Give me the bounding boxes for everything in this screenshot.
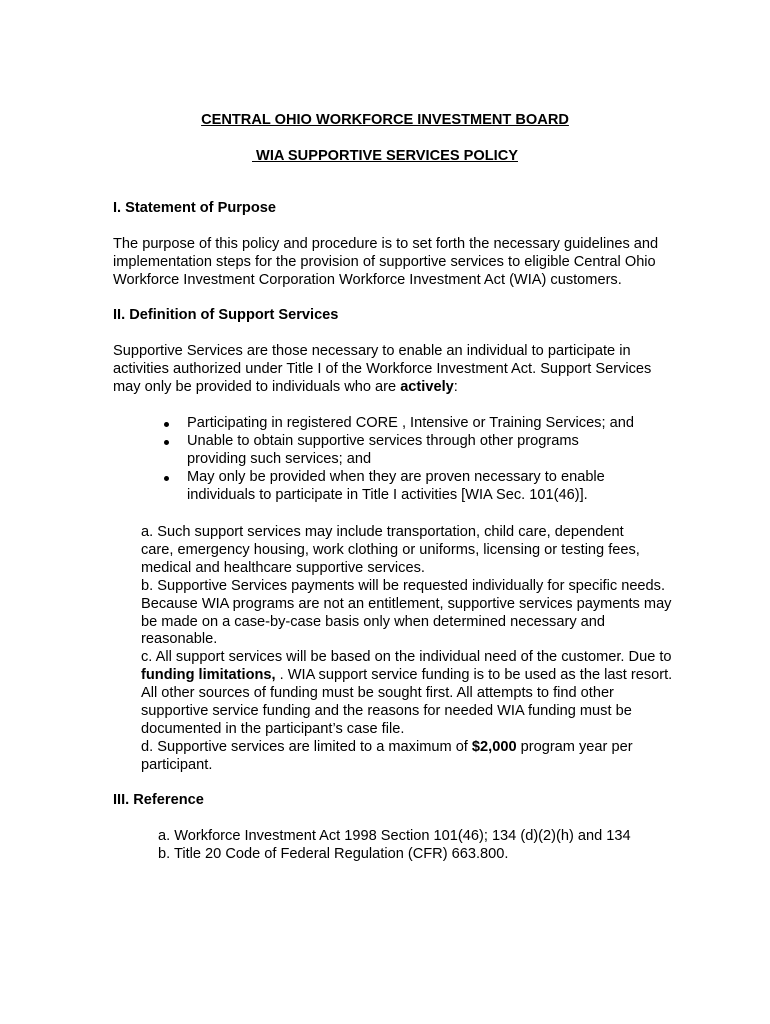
- text-line: The purpose of this policy and procedure is to set forth the necessary guidelines and: [113, 236, 659, 252]
- definition-paragraph: [113, 343, 713, 397]
- section-heading-purpose: I. Statement of Purpose: [113, 200, 276, 216]
- text-line: activities authorized under Title I of the Workforce Investment Act. Support Services: [113, 360, 652, 377]
- text-line: may only be provided to individuals who are actively:: [113, 378, 458, 395]
- text-line: reasonable.: [141, 631, 218, 648]
- text-line: medical and healthcare supportive services.: [141, 559, 425, 576]
- emphasis-max-amount: $2,000: [471, 738, 517, 755]
- text-line: d. Supportive services are limited to a maximum of $2,000 program year per: [141, 738, 633, 755]
- text-line: be made on a case-by-case basis only when determined necessary and: [141, 613, 606, 630]
- text-line: Workforce Investment Corporation Workforce Investment Act (WIA) customers.: [113, 271, 622, 288]
- bullet-item: Unable to obtain supportive services through other programs providing such services; and: [163, 433, 634, 469]
- text-line: supportive service funding and the reasons for needed WIA funding must be: [141, 703, 632, 720]
- bullet-item: May only be provided when they are proven necessary to enable individuals to participate in Title I activities [WIA Sec. 101(46)].: [163, 469, 634, 505]
- section-heading-definition: II. Definition of Support Services: [113, 307, 339, 323]
- text-line: care, emergency housing, work clothing or uniforms, licensing or testing fees,: [141, 541, 640, 558]
- reference-list: [158, 828, 631, 864]
- document-subtitle: WIA SUPPORTIVE SERVICES POLICY: [252, 148, 518, 164]
- text-line: a. Such support services may include transportation, child care, dependent: [141, 524, 624, 540]
- text-line: participant.: [141, 756, 213, 773]
- reference-item: b. Title 20 Code of Federal Regulation (CFR) 663.800.: [158, 845, 509, 862]
- support-services-details: [141, 524, 731, 775]
- text-line: Because WIA programs are not an entitlement, supportive services payments may: [141, 595, 672, 612]
- text-line: b. Supportive Services payments will be requested individually for specific needs.: [141, 577, 666, 594]
- bullet-item: Participating in registered CORE , Intensive or Training Services; and: [163, 415, 634, 433]
- emphasis-actively: actively: [400, 378, 454, 395]
- text-line: documented in the participant’s case file.: [141, 720, 405, 737]
- purpose-paragraph: [113, 236, 713, 290]
- section-heading-reference: III. Reference: [113, 792, 204, 808]
- text-line: funding limitations, . WIA support service funding is to be used as the last resort.: [141, 667, 673, 684]
- emphasis-funding-limitations: funding limitations,: [141, 667, 276, 684]
- text-line: Supportive Services are those necessary to enable an individual to participate in: [113, 343, 631, 359]
- text-line: All other sources of funding must be sought first. All attempts to find other: [141, 685, 614, 702]
- eligibility-bullet-list: [163, 415, 634, 505]
- text-line: c. All support services will be based on the individual need of the customer. Due to: [141, 649, 672, 666]
- reference-item: a. Workforce Investment Act 1998 Section 101(46); 134 (d)(2)(h) and 134: [158, 828, 631, 844]
- document-title: CENTRAL OHIO WORKFORCE INVESTMENT BOARD: [201, 112, 569, 128]
- text-line: implementation steps for the provision of supportive services to eligible Central Ohio: [113, 253, 656, 270]
